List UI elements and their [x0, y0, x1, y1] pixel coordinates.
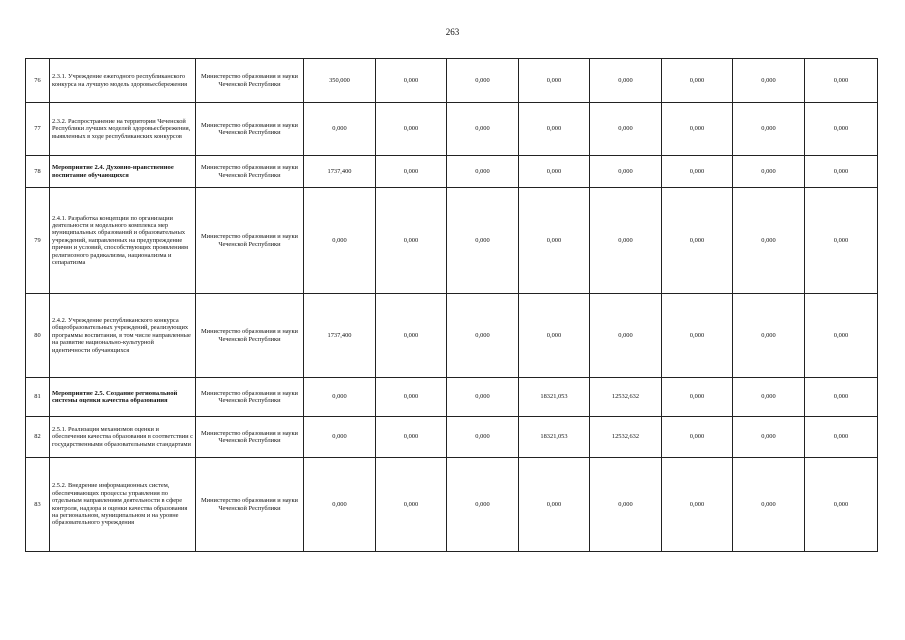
value-cell: 0,000: [662, 417, 733, 458]
value-cell: 0,000: [304, 103, 376, 156]
table-row: [26, 188, 878, 294]
row-number: 77: [26, 103, 50, 156]
value-cell: 350,000: [304, 59, 376, 103]
table-row: [26, 417, 878, 458]
measure-description: 2.5.2. Внедрение информационных систем, обеспечивающих процессы управления по отдельным направлениям деятельности в сфере контроля, надзора и оценки качества образования на региональном, муниципальном и на уровне образовательного учреждения: [50, 458, 196, 552]
row-number: 83: [26, 458, 50, 552]
value-cell: 0,000: [590, 294, 662, 378]
value-cell: 0,000: [805, 458, 878, 552]
value-cell: 0,000: [733, 417, 805, 458]
measure-description: 2.3.1. Учреждение ежегодного республиканского конкурса на лучшую модель здоровьесбережения: [50, 59, 196, 103]
value-cell: 0,000: [733, 458, 805, 552]
value-cell: 0,000: [805, 103, 878, 156]
value-cell: 0,000: [733, 294, 805, 378]
value-cell: 0,000: [304, 458, 376, 552]
value-cell: 0,000: [447, 103, 519, 156]
value-cell: 0,000: [447, 156, 519, 188]
table-row: [26, 294, 878, 378]
value-cell: 0,000: [376, 59, 447, 103]
executor: Министерство образования и науки Чеченской Республики: [196, 103, 304, 156]
executor: Министерство образования и науки Чеченской Республики: [196, 294, 304, 378]
value-cell: 0,000: [733, 156, 805, 188]
value-cell: 1737,400: [304, 156, 376, 188]
table-row: [26, 458, 878, 552]
measure-description: Мероприятие 2.5. Создание региональной системы оценки качества образования: [50, 378, 196, 417]
measure-description: 2.4.2. Учреждение республиканского конкурса общеобразовательных учреждений, реализующих программы воспитания, в том числе направленные на развитие национально-культурной идентичности обучающихся: [50, 294, 196, 378]
value-cell: 0,000: [519, 103, 590, 156]
executor: Министерство образования и науки Чеченской Республики: [196, 378, 304, 417]
value-cell: 0,000: [590, 103, 662, 156]
executor: Министерство образования и науки Чеченской Республики: [196, 59, 304, 103]
value-cell: 0,000: [590, 188, 662, 294]
row-number: 76: [26, 59, 50, 103]
value-cell: 0,000: [733, 188, 805, 294]
value-cell: 0,000: [376, 417, 447, 458]
value-cell: 0,000: [590, 59, 662, 103]
value-cell: 0,000: [304, 417, 376, 458]
value-cell: 0,000: [805, 417, 878, 458]
value-cell: 0,000: [447, 294, 519, 378]
value-cell: 1737,400: [304, 294, 376, 378]
value-cell: 0,000: [662, 458, 733, 552]
value-cell: 0,000: [376, 156, 447, 188]
value-cell: 0,000: [662, 294, 733, 378]
executor: Министерство образования и науки Чеченской Республики: [196, 156, 304, 188]
value-cell: 0,000: [662, 59, 733, 103]
measure-description: 2.4.1. Разработка концепции по организации деятельности и модельного комплекса мер муниципальных образований и образовательных учреждений, направленных на предупреждение причин и условий, способствующих проявлениям религиозного радикализма, национализма и сепаратизма: [50, 188, 196, 294]
executor: Министерство образования и науки Чеченской Республики: [196, 458, 304, 552]
value-cell: 0,000: [376, 378, 447, 417]
value-cell: 0,000: [304, 188, 376, 294]
measure-description: 2.5.1. Реализация механизмов оценки и обеспечения качества образования в соответствии с государственными образовательными стандартами: [50, 417, 196, 458]
row-number: 80: [26, 294, 50, 378]
budget-table: [25, 58, 878, 552]
value-cell: 0,000: [805, 188, 878, 294]
value-cell: 0,000: [447, 59, 519, 103]
value-cell: 0,000: [376, 188, 447, 294]
value-cell: 0,000: [376, 458, 447, 552]
value-cell: 0,000: [805, 59, 878, 103]
row-number: 78: [26, 156, 50, 188]
value-cell: 18321,053: [519, 378, 590, 417]
value-cell: 0,000: [447, 378, 519, 417]
value-cell: 0,000: [519, 458, 590, 552]
value-cell: 0,000: [519, 156, 590, 188]
value-cell: 0,000: [733, 103, 805, 156]
table-row: [26, 59, 878, 103]
row-number: 79: [26, 188, 50, 294]
value-cell: 0,000: [376, 103, 447, 156]
value-cell: 0,000: [733, 378, 805, 417]
row-number: 81: [26, 378, 50, 417]
value-cell: 18321,053: [519, 417, 590, 458]
executor: Министерство образования и науки Чеченской Республики: [196, 188, 304, 294]
value-cell: 0,000: [590, 156, 662, 188]
value-cell: 0,000: [519, 188, 590, 294]
value-cell: 0,000: [662, 103, 733, 156]
measure-description: 2.3.2. Распространение на территории Чеченской Республики лучших моделей здоровьесбережения, выявленных в ходе республиканских конкурсов: [50, 103, 196, 156]
value-cell: 0,000: [590, 458, 662, 552]
row-number: 82: [26, 417, 50, 458]
value-cell: 0,000: [447, 188, 519, 294]
value-cell: 0,000: [376, 294, 447, 378]
table-row: [26, 378, 878, 417]
value-cell: 0,000: [733, 59, 805, 103]
value-cell: 0,000: [519, 59, 590, 103]
value-cell: 0,000: [519, 294, 590, 378]
table-row: [26, 103, 878, 156]
value-cell: 0,000: [805, 294, 878, 378]
executor: Министерство образования и науки Чеченской Республики: [196, 417, 304, 458]
value-cell: 12532,632: [590, 378, 662, 417]
table-row: [26, 156, 878, 188]
value-cell: 0,000: [805, 378, 878, 417]
value-cell: 0,000: [662, 188, 733, 294]
value-cell: 0,000: [447, 458, 519, 552]
page-number: 263: [445, 27, 460, 37]
value-cell: 0,000: [805, 156, 878, 188]
value-cell: 0,000: [304, 378, 376, 417]
value-cell: 12532,632: [590, 417, 662, 458]
measure-description: Мероприятие 2.4. Духовно-нравственное воспитание обучающихся: [50, 156, 196, 188]
value-cell: 0,000: [447, 417, 519, 458]
value-cell: 0,000: [662, 378, 733, 417]
value-cell: 0,000: [662, 156, 733, 188]
